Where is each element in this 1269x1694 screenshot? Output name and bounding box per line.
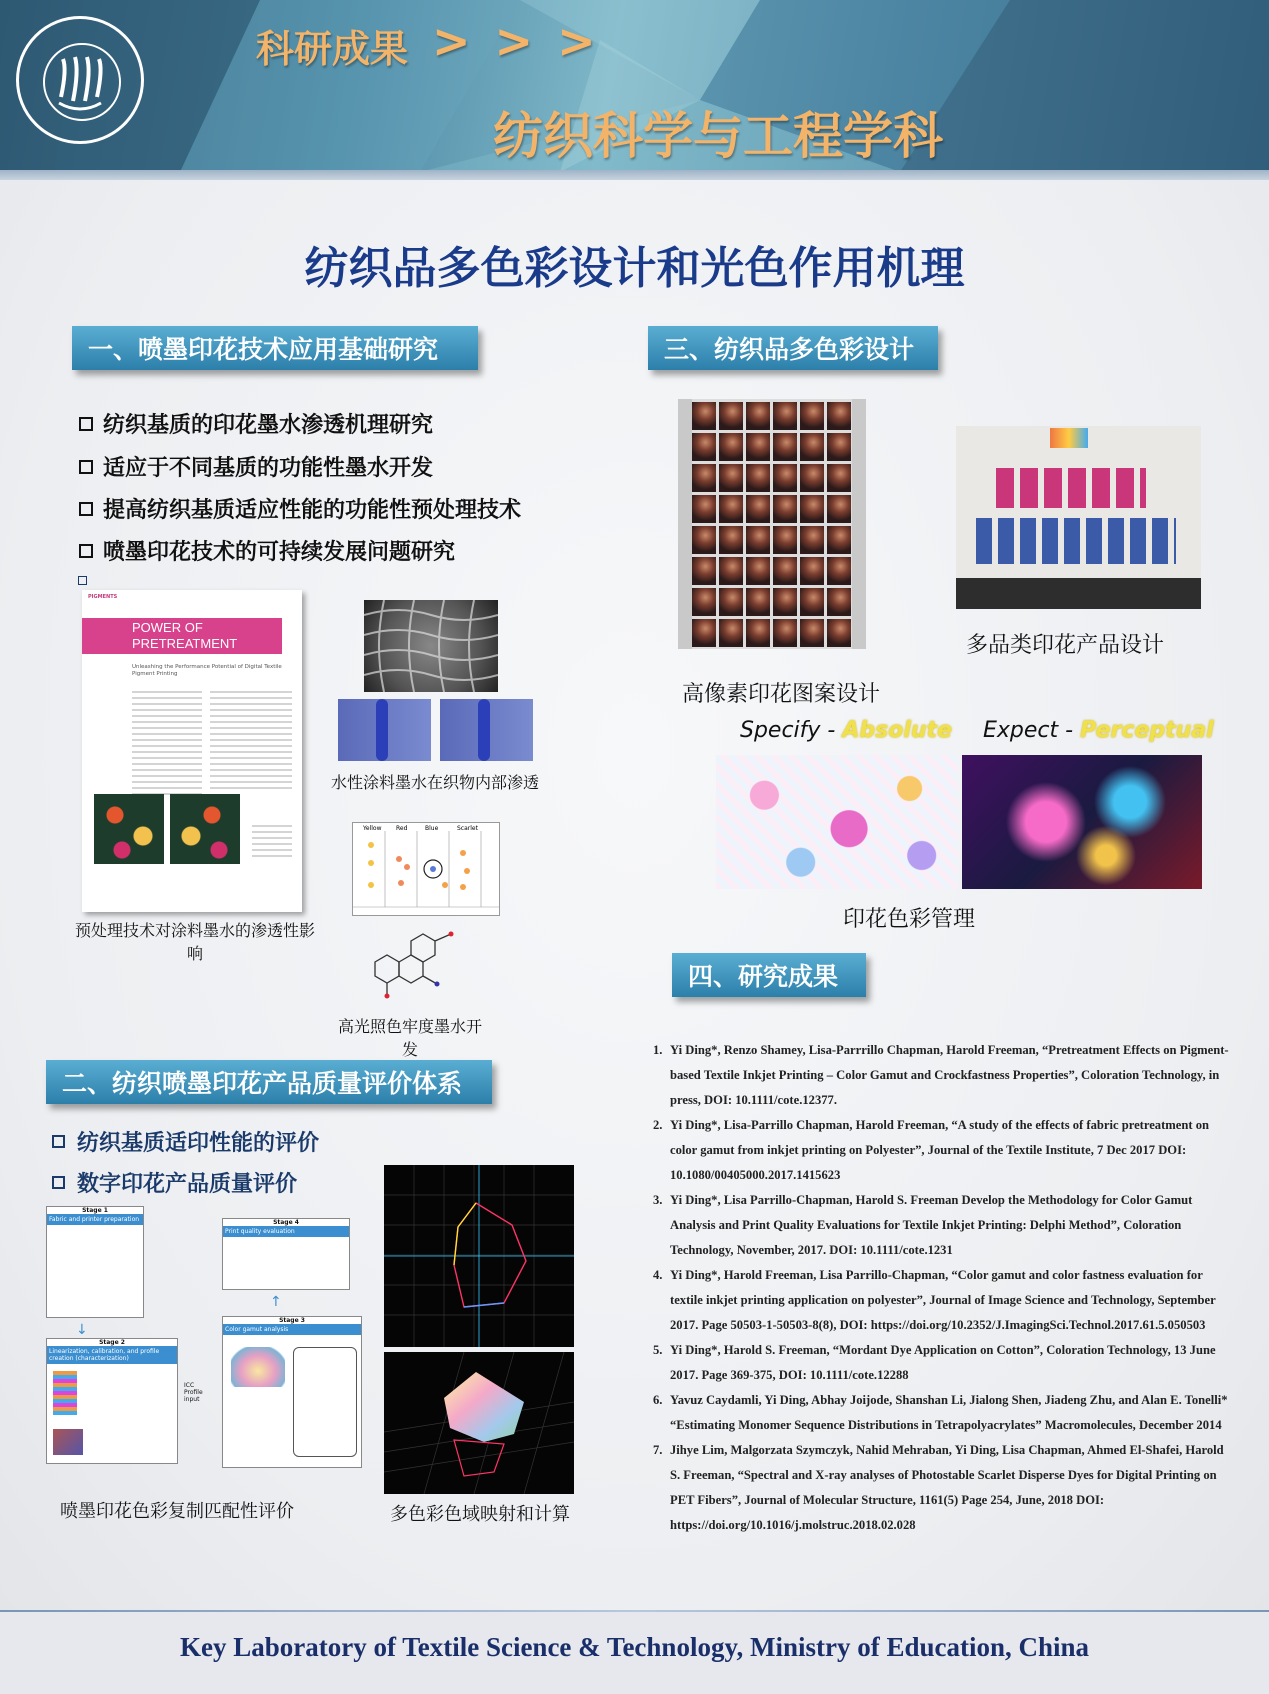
caption-lightfast: 高光照色牢度墨水开发: [337, 1017, 482, 1059]
stage1-title: Fabric and printer preparation: [47, 1214, 143, 1225]
poster-title: 纺织品多色彩设计和光色作用机理: [304, 243, 965, 294]
quality-flowchart: [46, 1206, 362, 1468]
reference-item: 1. Yi Ding*, Renzo Shamey, Lisa-Parrrillo Chapman, Harold Freeman, “Pretreatment Effects on Pigment-based Textile Inkjet Printing – Color Gamut and Crockfastness Properties”, Coloration Technology, in press, DOI: 10.1111/cote.12377.: [653, 1043, 1229, 1107]
gamut-2d-plot: [384, 1165, 574, 1347]
floral-print-absolute: [716, 755, 958, 889]
gamut-3d-plot: [384, 1352, 574, 1494]
caption-gamut: 多色彩色域映射和计算: [390, 1504, 570, 1525]
checkbox-icon: [52, 1135, 65, 1148]
small-checkbox-icon: [78, 576, 87, 585]
ink-penetration-image-2: [440, 699, 533, 761]
section2-bullet: 数字印花产品质量评价: [52, 1167, 297, 1198]
label-specify: Specify: [740, 718, 821, 743]
category-arrows: > > >: [432, 14, 600, 68]
checkbox-icon: [79, 544, 93, 558]
reference-item: 4. Yi Ding*, Harold Freeman, Lisa Parrillo-Chapman, “Color gamut and color fastness evaluation for textile inkjet printing application on polyester”, Journal of Image Science and Technology, September 2017. Page 50503-1-50503-8(8), DOI: https://doi.org/10.2352/J.ImagingSci.Technol.2017.61.5.050503: [653, 1268, 1216, 1332]
banner-divider: [0, 170, 1269, 180]
section1-bullet: 提高纺织基质适应性能的功能性预处理技术: [79, 493, 521, 524]
caption-hi-res: 高像素印花图案设计: [682, 682, 881, 707]
university-logo: [16, 16, 144, 144]
reference-item: 5. Yi Ding*, Harold S. Freeman, “Mordant Dye Application on Cotton”, Coloration Technology, 13 June 2017. Page 369-375, DOI: 10.1111/cote.12288: [653, 1343, 1216, 1382]
section1-bullet: 喷墨印花技术的可持续发展问题研究: [79, 535, 455, 566]
stage2-label: Stage 2: [99, 1339, 125, 1346]
footer-text: Key Laboratory of Textile Science & Technology, Ministry of Education, China: [179, 1632, 1090, 1662]
caption-color-mgmt: 印花色彩管理: [843, 907, 976, 932]
reference-item: 7. Jihye Lim, Malgorzata Szymczyk, Nahid Mehraban, Yi Ding, Lisa Chapman, Ahmed El-Shafei, Harold S. Freeman, “Spectral and X-ray analyses of Photostable Scarlet Disperse Dyes for Digital Printing on PET Fibers”, Journal of Molecular Structure, 1161(5) Page 254, June, 2018 DOI: https://doi.org/10.1016/j.molstruc.2018.02.028: [653, 1443, 1224, 1532]
dot-label: Red: [396, 825, 408, 832]
reference-item: 2. Yi Ding*, Lisa-Parrillo Chapman, Harold Freeman, “A study of the effects of fabric pretreatment on color gamut from inkjet printing on Polyester”, Journal of the Textile Institute, 7 Dec 2017 DOI: 10.1080/00405000.2017.1415623: [653, 1118, 1210, 1182]
checkbox-icon: [52, 1176, 65, 1189]
display-table: [956, 578, 1201, 609]
fabric-sample-image: [53, 1429, 83, 1455]
reference-item: 3. Yi Ding*, Lisa Parrillo-Chapman, Harold S. Freeman Develop the Methodology for Color Gamut Analysis and Print Quality Evaluations for Textile Inkjet Printing: Delphi Method”, Coloration Technology, November, 2017. DOI: 10.1111/cote.1231: [653, 1193, 1193, 1257]
section1-heading: 一、喷墨印花技术应用基础研究: [72, 326, 478, 370]
stage3-box: [222, 1316, 362, 1468]
hanging-samples-row1: [996, 468, 1146, 508]
checkbox-icon: [79, 502, 93, 516]
caption-products: 多品类印花产品设计: [966, 633, 1165, 658]
category-label: 科研成果: [256, 27, 409, 71]
logo-emblem-icon: [19, 19, 141, 141]
stage2-box: [46, 1338, 178, 1464]
section2-bullet: 纺织基质适印性能的评价: [52, 1126, 319, 1157]
label-sep: -: [1058, 718, 1081, 743]
label-expect-group: [983, 718, 1214, 743]
article-tag: PIGMENTS: [88, 594, 118, 600]
stage1-label: Stage 1: [82, 1207, 108, 1214]
high-res-print-image: [678, 399, 866, 649]
section3-heading: 三、纺织品多色彩设计: [648, 326, 938, 370]
label-specify-group: [740, 718, 952, 743]
gamut-3d-chart: [384, 1352, 574, 1494]
display-sign: [1050, 428, 1088, 448]
fiber-microscopy-image: [364, 600, 498, 692]
stage4-box: [222, 1218, 350, 1290]
ink-penetration-image-1: [338, 699, 431, 761]
stage3-title: Color gamut analysis: [223, 1324, 361, 1335]
stage2-title: Linearization, calibration, and profile creation (characterization): [47, 1346, 177, 1364]
color-target-image: [53, 1371, 77, 1415]
product-display-image: [956, 426, 1201, 609]
section1-bullet: 适应于不同基质的功能性墨水开发: [79, 451, 433, 482]
fiber-weave-pattern: [364, 600, 498, 692]
checkbox-icon: [79, 460, 93, 474]
dot-label: Blue: [425, 825, 439, 832]
label-perceptual: Perceptual: [1080, 718, 1214, 743]
arrow-up-icon: ↑: [270, 1294, 282, 1310]
section2-heading: 二、纺织喷墨印花产品质量评价体系: [46, 1060, 492, 1104]
stage1-box: [46, 1206, 144, 1318]
dot-label: Yellow: [363, 825, 382, 832]
caption-penetration: 水性涂料墨水在织物内部渗透: [330, 773, 539, 792]
stage4-label: Stage 4: [273, 1219, 299, 1226]
floral-sample-1: [94, 794, 164, 864]
label-absolute: Absolute: [842, 718, 952, 743]
icc-label: ICC Profile input: [184, 1382, 203, 1403]
floral-sample-2: [170, 794, 240, 864]
caption-pretreatment: 预处理技术对涂料墨水的渗透性影响: [74, 921, 315, 963]
label-sep: -: [820, 718, 843, 743]
gamut-2d-chart: [384, 1165, 574, 1347]
floral-print-perceptual: [962, 755, 1202, 889]
hanging-samples-row2: [976, 518, 1176, 564]
discipline-title: 纺织科学与工程学科: [493, 107, 943, 165]
arrow-down-icon: ↓: [76, 1322, 88, 1338]
article-subtitle: Unleashing the Performance Potential of Digital Textile Pigment Printing: [132, 664, 282, 677]
lightfastness-dot-chart: [352, 822, 500, 916]
reference-item: 6. Yavuz Caydamli, Yi Ding, Abhay Joijode, Shanshan Li, Jialong Shen, Jiadeng Zhu, and Alan E. Tonelli* “Estimating Monomer Sequence Distributions in Tetrapolyacrylates” Macromolecules, December 2014: [653, 1393, 1228, 1432]
references-list: [650, 1038, 1230, 1538]
header-banner: [0, 0, 1269, 172]
caption-color-match: 喷墨印花色彩复制匹配性评价: [60, 1501, 294, 1522]
gamut-thumbnail: [231, 1347, 285, 1387]
stage3-label: Stage 3: [279, 1317, 305, 1324]
dot-label: Scarlet: [457, 825, 478, 832]
checkbox-icon: [79, 417, 93, 431]
dot-chart-marks: [353, 823, 499, 915]
article-page-image: [82, 590, 302, 912]
section4-heading: 四、研究成果: [672, 953, 866, 997]
section1-bullet: 纺织基质的印花墨水渗透机理研究: [79, 408, 433, 439]
portrait-tile-grid: [692, 399, 852, 649]
article-title-line2: PRETREATMENT: [132, 636, 238, 651]
article-title-line1: POWER OF: [132, 620, 203, 635]
gamut-criteria-box: [293, 1347, 357, 1457]
molecule-structure-icon: [355, 922, 465, 1002]
label-expect: Expect: [983, 718, 1059, 743]
stage4-title: Print quality evaluation: [223, 1226, 349, 1237]
